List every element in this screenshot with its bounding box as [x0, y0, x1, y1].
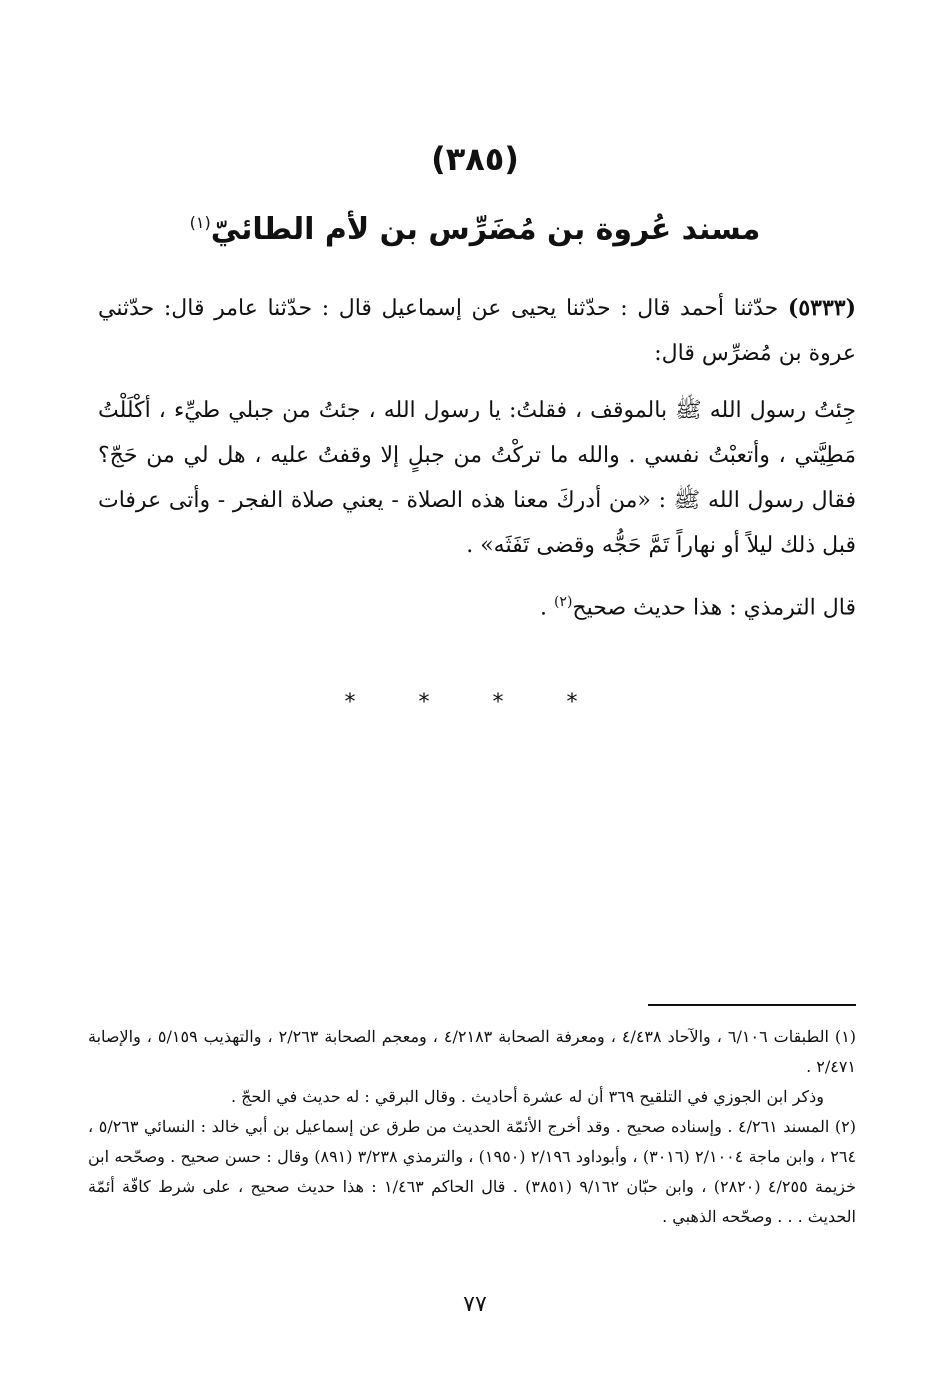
- hadith-body: [98, 286, 856, 630]
- footnotes: [88, 1022, 856, 1232]
- section-separator: * * * *: [344, 690, 606, 715]
- footnote-divider: [648, 1004, 856, 1006]
- title-footnote-marker[interactable]: (١): [189, 213, 211, 232]
- matn-paragraph: جِئتُ رسول الله ﷺ بالموقف ، فقلتُ: يا رسول الله ، جئتُ من جبلي طيِّء ، أكْلَلْتُ مَطِيَّتي ، وأتعبْتُ نفسي . والله ما تركْتُ من جبلٍ إلا وقفتُ عليه ، هل لي من حَجّ؟ فقال رسول الله ﷺ : «من أدركَ معنا هذه الصلاة - يعني صلاة الفجر - وأتى عرفات قبل ذلك ليلاً أو نهاراً تَمَّ حَجُّه وقضى تَفَثَه» .: [98, 398, 856, 558]
- grading-text: قال الترمذي : هذا حديث صحيح: [572, 595, 856, 621]
- chapter-title-line: [0, 212, 950, 247]
- hadith-number: (٥٣٣٣): [787, 295, 856, 321]
- page-number: ٧٧: [463, 1292, 487, 1317]
- grading-footnote-marker[interactable]: (٢): [553, 594, 573, 610]
- grading-end: .: [539, 595, 554, 621]
- footnote-1-continuation: وذكر ابن الجوزي في التلقيح ٣٦٩ أن له عشرة أحاديث . وقال البرقي : له حديث في الحجّ .: [231, 1087, 824, 1106]
- chapter-title: مسند عُروة بن مُضَرِّس بن لأم الطائيّ: [210, 212, 761, 247]
- chapter-number: (٣٨٥): [431, 140, 519, 178]
- grading-paragraph: [98, 580, 856, 630]
- isnad-text: حدّثنا أحمد قال : حدّثنا يحيى عن إسماعيل قال : حدّثنا عامر قال: حدّثني عروة بن مُضرِّس قال:: [98, 296, 856, 366]
- footnote-1: (١) الطبقات ٦/١٠٦ ، والآحاد ٤/٤٣٨ ، ومعرفة الصحابة ٤/٢١٨٣ ، ومعجم الصحابة ٢/٢٦٣ ، والتهذيب ٥/١٥٩ ، والإصابة ٢/٤٧١ .: [88, 1027, 857, 1076]
- isnad-paragraph: [98, 286, 856, 376]
- footnote-2: (٢) المسند ٤/٢٦١ . وإسناده صحيح . وقد أخرج الأئمّة الحديث من طرق عن إسماعيل بن أبي خالد : النسائي ٥/٢٦٣ ، ٢٦٤ ، وابن ماجة ٢/١٠٠٤ (٣٠١٦) ، وأبوداود ٢/١٩٦ (١٩٥٠) ، والترمذي ٣/٢٣٨ (٨٩١) وقال : حسن صحيح . وصحّحه ابن خزيمة ٤/٢٥٥ (٢٨٢٠) ، وابن حبّان ٩/١٦٢ (٣٨٥١) . قال الحاكم ١/٤٦٣ : هذا حديث صحيح ، على شرط كافّة أئمّة الحديث . . . وصحّحه الذهبي .: [88, 1117, 857, 1226]
